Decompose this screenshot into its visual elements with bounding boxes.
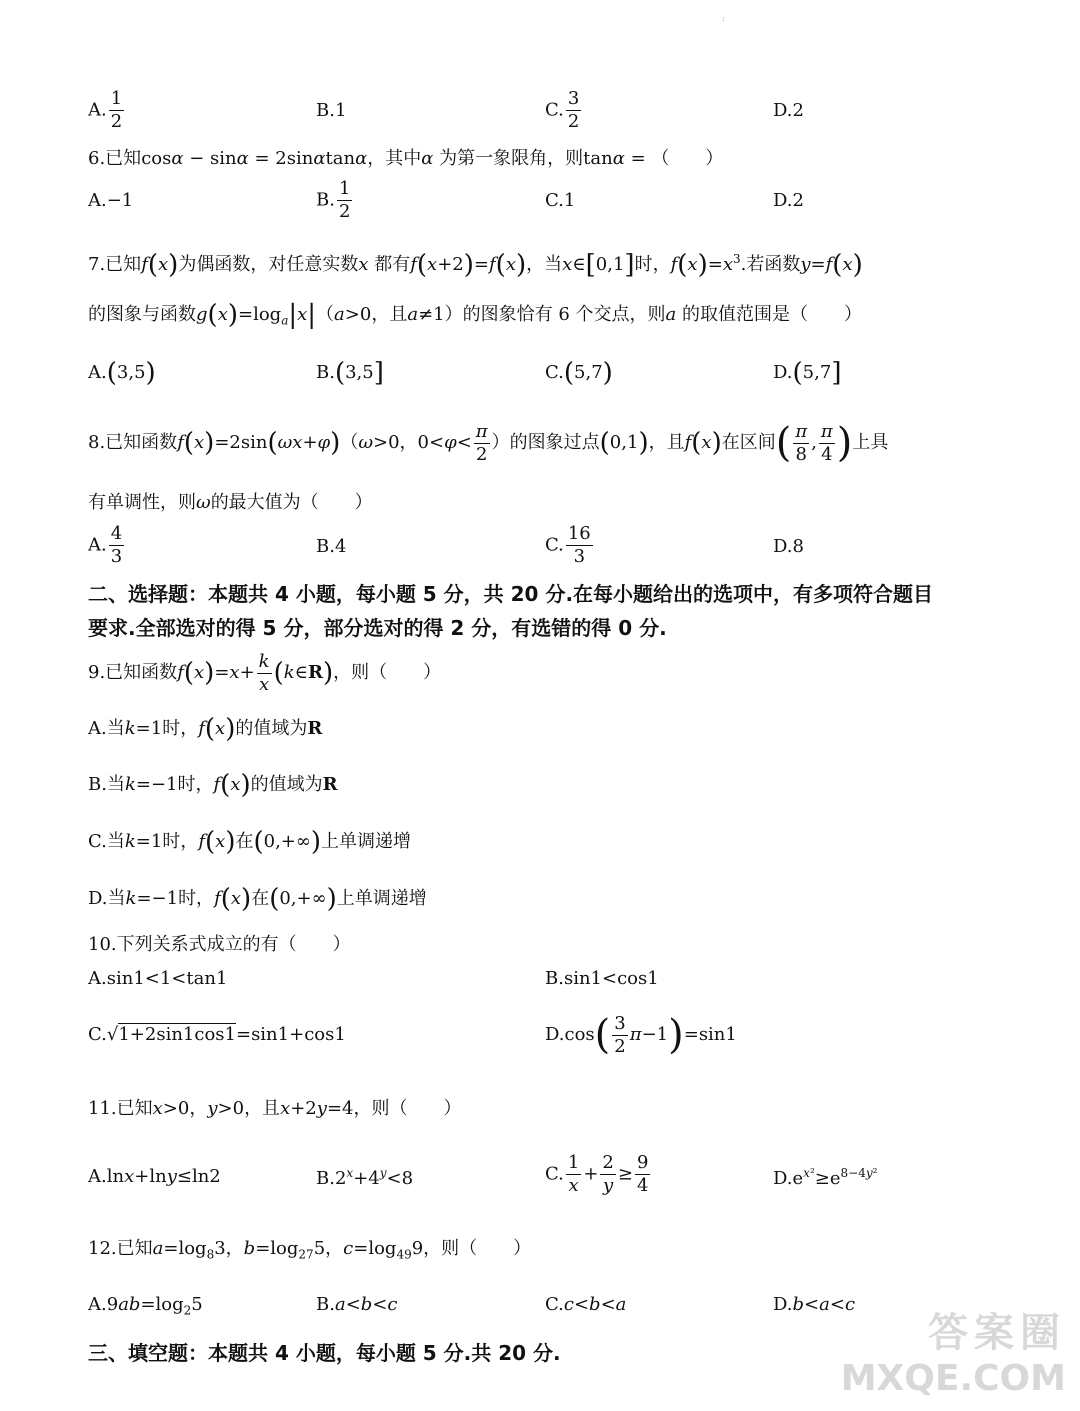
q9-c-end: 在 <box>235 831 254 852</box>
q11-b: ， <box>189 1098 208 1119</box>
q8-pi-8: $\frac{\pi}{8}$ <box>795 420 808 465</box>
q9-a-prefix: A.当 <box>88 718 125 739</box>
q11-d: ，则（ ） <box>353 1098 462 1119</box>
q11-option-b: $B.2^x+4^y<8$ <box>316 1166 414 1189</box>
q11-a-prefix: A. <box>88 1166 107 1187</box>
q9-d-tail: 上单调递增 <box>336 888 427 909</box>
q10-d-prefix: D. <box>545 1024 565 1045</box>
q7-stem-line2: 的图象与函数$g(x)=\log_a|x|(a>0$，且a≠1）的图象恰有 6 个交点，则a 的取值范围是（ ） <box>88 300 862 330</box>
q8-l1-b: （ <box>340 432 359 453</box>
q8-pi-half: $\frac{\pi}{2}$ <box>475 420 488 465</box>
q7-a-prefix: A. <box>88 362 107 383</box>
q8-c-prefix: C. <box>545 534 564 556</box>
q12-stem: 12.已知$a=\log_83$，$b=\log_{27}5$，$c=\log_{49}9$，则（ ） <box>88 1238 532 1262</box>
watermark-logo <box>841 1301 1066 1399</box>
q6-end: （ ） <box>651 148 724 169</box>
q8-option-d: D.8 <box>773 536 804 557</box>
q9-b-mid: 时， <box>177 774 214 795</box>
q8-l1-c: ， <box>399 432 418 453</box>
q12-b-prefix: B. <box>316 1294 335 1315</box>
q8-option-a <box>88 523 126 568</box>
q6-b-prefix: B. <box>316 189 335 211</box>
q9-option-b: B.当k=−1时，f(x)的值域为R <box>88 770 338 800</box>
q12-end: ，则（ ） <box>423 1238 532 1259</box>
q6-mid2: 为第一象限角，则 <box>439 148 584 169</box>
q7-c-prefix: C. <box>545 362 564 383</box>
q5-c-fraction <box>566 88 581 133</box>
q5-a-num: 1 <box>110 88 123 109</box>
q5-a-fraction <box>109 88 124 133</box>
q7-l2-c: ，且 <box>371 304 408 325</box>
q5-option-c <box>545 88 583 133</box>
q11-c: ，且 <box>244 1098 281 1119</box>
q8-l1-e: ，且 <box>648 432 685 453</box>
q9-c-prefix: C.当 <box>88 831 125 852</box>
q6-b-den: 2 <box>338 201 351 222</box>
q10-option-c: C.√1+2sin1cos1=sin1+cos1 <box>88 1024 346 1045</box>
section3-heading: 三、填空题：本题共 4 小题，每小题 5 分.共 20 分. <box>88 1341 561 1365</box>
q11-d-prefix: D. <box>773 1168 793 1189</box>
q9-c-mid: 时， <box>162 831 199 852</box>
q8-l2-a: 有单调性，则 <box>88 492 196 513</box>
q7-option-c: C.(5,7) <box>545 358 613 388</box>
q7-stem-line1: 7.已知f(x)为偶函数，对任意实数x 都有f(x+2)=f(x)，当x∈[0,1]时，$f(x)=x^3$.若函数y=f(x) <box>88 250 863 280</box>
q10-stem: 10.下列关系式成立的有（ ） <box>88 934 351 955</box>
q11-nine-quarters: $\frac{9}{4}$ <box>636 1152 649 1196</box>
q8-stem-line1: 8.已知函数f(x)=2sin(ωx+φ)（ω>0，0<φ< $\frac{\pi}{2}$ ）的图象过点(0,1)，且f(x)在区间( $\frac{\pi}{8}$ , $\frac{\pi}{4}$ )上具 <box>88 420 889 466</box>
q12-a: 12.已知 <box>88 1238 153 1259</box>
q7-option-b: B.(3,5] <box>316 358 384 388</box>
q9-prefix: 9.已知函数 <box>88 662 178 683</box>
top-mark: : <box>722 14 725 23</box>
q8-c-num: 16 <box>567 523 591 544</box>
q9-d-mid: 时， <box>178 888 215 909</box>
q8-l2-b: 的最大值为（ ） <box>210 492 373 513</box>
q10-a-prefix: A. <box>88 968 107 989</box>
q9-end: ，则（ ） <box>333 662 442 683</box>
q9-stem: 9.已知函数f(x)=x+ $\frac{k}{x}$ (k∈R)，则（ ） <box>88 650 442 695</box>
q9-b-end: 的值域为 <box>250 774 323 795</box>
q5-a-den: 2 <box>110 111 123 132</box>
q7-l2-d: ）的图象恰有 6 个交点，则 <box>444 304 666 325</box>
watermark-text-url: MXQE.COM <box>840 1358 1066 1399</box>
q5-option-b: B.1 <box>316 100 347 121</box>
q9-d-prefix: D.当 <box>88 888 126 909</box>
q6-b-fraction <box>337 178 352 223</box>
q7-l1-a: 7.已知 <box>88 254 142 275</box>
q8-l1-g: 上具 <box>852 432 889 453</box>
q5-option-d: D.2 <box>773 100 804 121</box>
q5-c-prefix: C. <box>545 99 564 121</box>
q6-option-d: D.2 <box>773 190 804 211</box>
q6-mid: ，其中 <box>367 148 422 169</box>
q7-option-a: A.(3,5) <box>88 358 156 388</box>
q11-a: 11.已知 <box>88 1098 153 1119</box>
q6-option-c: C.1 <box>545 190 576 211</box>
q12-option-c: C.c<b<a <box>545 1294 627 1315</box>
q11-option-d: $D.e^{x^2}\ge e^{8-4y^2}$ <box>773 1166 878 1189</box>
q11-option-c: C. $\frac{1}{x}$ + $\frac{2}{y}$ ≥ $\frac{9}{4}$ <box>545 1152 649 1196</box>
q10-option-b: B.sin1<cos1 <box>545 968 659 989</box>
q6-stem: 6.已知cosα − sinα = 2sinαtanα，其中α 为第一象限角，则tanα = （ ） <box>88 148 724 169</box>
q8-a-num: 4 <box>110 523 123 544</box>
q7-d-prefix: D. <box>773 362 793 383</box>
q8-l1-a: 8.已知函数 <box>88 432 178 453</box>
q8-a-fraction <box>109 523 124 568</box>
q8-a-prefix: A. <box>88 534 107 556</box>
watermark-text-cn: 答案圈 <box>928 1310 1066 1356</box>
q10-option-a: A.sin1<1<tan1 <box>88 968 228 989</box>
q5-c-num: 3 <box>567 88 580 109</box>
q8-c-den: 3 <box>573 546 586 567</box>
q11-stem: 11.已知x>0，y>0，且x+2y=4，则（ ） <box>88 1098 462 1119</box>
q7-l2-e: 的取值范围是（ ） <box>681 304 862 325</box>
q7-l2-b: （ <box>316 304 335 325</box>
q10-b-prefix: B. <box>545 968 564 989</box>
q11-c-prefix: C. <box>545 1163 564 1185</box>
q9-a-mid: 时， <box>162 718 199 739</box>
section2-heading-line2: 要求.全部选对的得 5 分，部分选对的得 2 分，有选错的得 0 分. <box>88 616 667 640</box>
q8-pi-4: $\frac{\pi}{4}$ <box>820 420 833 465</box>
q11-option-a: A.lnx+lny≤ln2 <box>88 1166 221 1187</box>
q7-l1-c: 都有 <box>374 254 411 275</box>
q11-b-prefix: B. <box>316 1168 335 1189</box>
q12-option-b: B.a<b<c <box>316 1294 398 1315</box>
q8-a-den: 3 <box>110 546 123 567</box>
q5-option-a <box>88 88 126 133</box>
q9-option-a: A.当k=1时，f(x)的值域为R <box>88 714 323 744</box>
q9-k-over-x: $\frac{k}{x}$ <box>258 650 270 695</box>
q9-c-tail: 上单调递增 <box>321 831 412 852</box>
q7-l1-b: 为偶函数，对任意实数 <box>178 254 359 275</box>
q12-a-prefix: A. <box>88 1294 107 1315</box>
q8-option-c <box>545 523 595 568</box>
q10-option-d: D.cos( $\frac{3}{2}$ π−1)=sin1 <box>545 1012 737 1058</box>
q5-c-den: 2 <box>567 111 580 132</box>
q7-l2-a: 的图象与函数 <box>88 304 196 325</box>
q7-l1-f: .若函数 <box>740 254 801 275</box>
q12-c-prefix: C. <box>545 1294 564 1315</box>
q12-option-d: D.b<a<c <box>773 1294 856 1315</box>
q6-prefix: 6.已知 <box>88 148 142 169</box>
q7-b-prefix: B. <box>316 362 335 383</box>
q6-b-num: 1 <box>338 178 351 199</box>
q6-option-b <box>316 178 354 223</box>
q9-a-end: 的值域为 <box>235 718 308 739</box>
q7-option-d: D.(5,7] <box>773 358 842 388</box>
q10-c-prefix: C. <box>88 1024 107 1045</box>
q7-l1-d: ，当 <box>526 254 563 275</box>
q12-option-a: $A.9ab=\log_25$ <box>88 1294 203 1318</box>
q8-option-b: B.4 <box>316 536 347 557</box>
q11-two-over-y: $\frac{2}{y}$ <box>602 1152 614 1196</box>
q6-option-a: A.−1 <box>88 190 134 211</box>
q9-d-end: 在 <box>251 888 270 909</box>
q8-l1-d: ）的图象过点 <box>491 432 600 453</box>
q7-l1-e: 时， <box>634 254 671 275</box>
q10-three-halves: $\frac{3}{2}$ <box>614 1012 626 1057</box>
q5-a-prefix: A. <box>88 99 107 121</box>
q9-option-c: C.当k=1时，f(x)在(0,+∞)上单调递增 <box>88 827 412 857</box>
section2-heading-line1: 二、选择题：本题共 4 小题，每小题 5 分，共 20 分.在每小题给出的选项中，有多项符合题目 <box>88 582 934 606</box>
q12-d-prefix: D. <box>773 1294 793 1315</box>
q8-c-fraction <box>566 523 593 568</box>
q11-one-over-x: $\frac{1}{x}$ <box>567 1152 580 1196</box>
q9-b-prefix: B.当 <box>88 774 125 795</box>
q8-l1-f: 在区间 <box>721 432 776 453</box>
q8-stem-line2: 有单调性，则ω的最大值为（ ） <box>88 492 373 513</box>
q9-option-d: D.当k=−1时，f(x)在(0,+∞)上单调递增 <box>88 884 427 914</box>
